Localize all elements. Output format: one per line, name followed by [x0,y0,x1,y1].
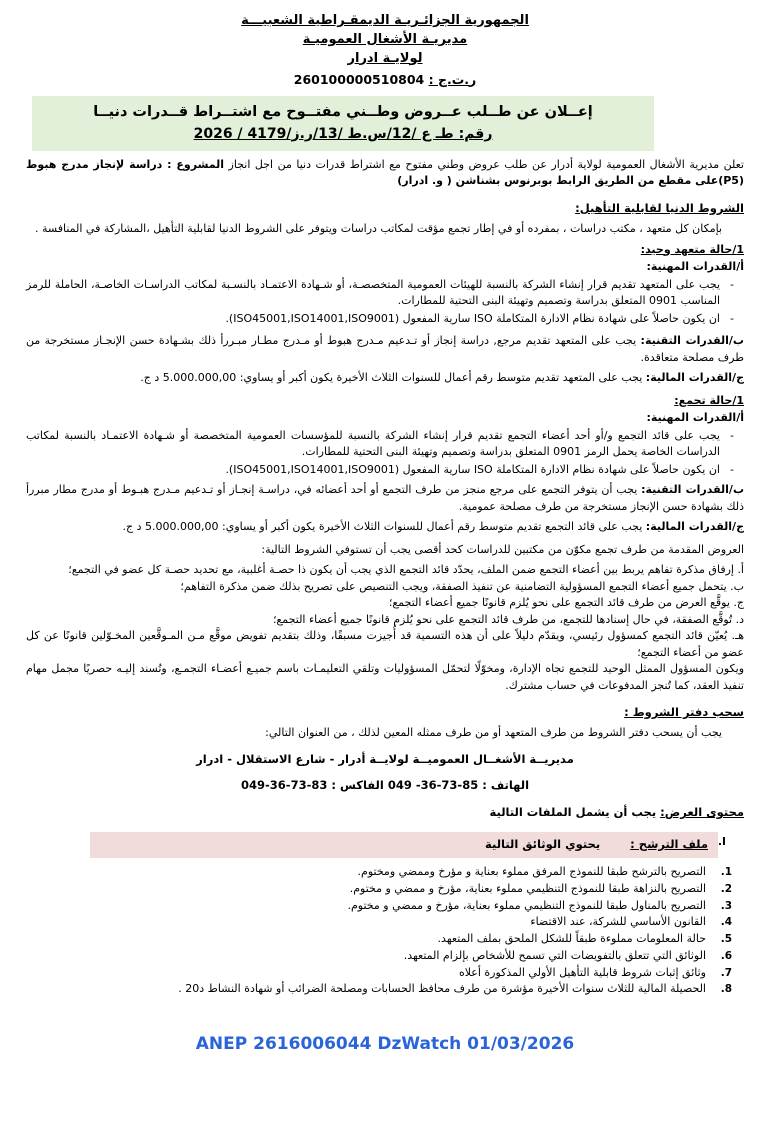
group-requirement-text: ان يكون حاصلاً على شهادة نظام الادارة المتكاملة ISO سارية المفعول (ISO45001,ISO14001,ISO9001). [225,462,720,476]
document-item [26,965,744,982]
group-condition-item: هـ. يُعيّن قائد التجمع كمسؤول رئيسي، ويقدّم دليلاً على أن هذه التسمية قد أُجيزت مسبقًا، وذلك بتقديم تفويض موقَّع مـن المـوقَّعين المخـوّلين قانونًا عن كل عضو من أعضاء التجمع؛ [26,629,744,659]
intro-project-text: المشروع : دراسة لإنجاز مدرج هبوط (P5)على مقطع من الطريق الرابط بوبرنوس بشناشن ( و. ادرار) [26,157,744,188]
item-text: الوثائق التي تتعلق بالتفويضات التي تسمح للأشخاص بإلزام المتعهد. [403,948,706,962]
candidacy-file-sublabel: يحتوي الوثائق التالية [485,836,601,851]
dash-marker: - [730,311,734,325]
group-condition-item: أ. إرفاق مذكرة تفاهم يربط بين أعضاء التجمع ضمن الملف، يحدّد قائد التجمع الذي يجب أن يكون ذا حصـة أغلبية، مع تحديد حصـة كل عضو في التجمع؛ [68,563,744,576]
single-technical-paragraph [26,333,744,366]
item-text: الحصيلة المالية للثلاث سنوات الأخيرة مؤشرة من طرف محافظ الحسابات ومصلحة الضرائب أو شهادة النشاط د20 . [178,982,706,996]
group-requirement-text: يجب على قائد التجمع و/أو أحد أعضاء التجمع تقديم قرار إنشاء الشركة بالنسبة للمؤسسات العمومية المتخصصة أو شـهادة الاعتمـاد بالنسبة لمكاتب الدراسات الخاصة يحمل الرمز 0901 المتعلق بدراسة وتصميم وتهيئة البنى التحتية للمطارات. [26,428,720,458]
single-technical-text: يجب على المتعهد تقديم مرجع, دراسة إنجاز أو تـدعيم مـدرج هبوط أو مـدرج مطـار مبـررأ ذلك بشـهادة حسن الإنجـاز مستخرجة من طرف مصلحة متعاقدة. [26,334,744,364]
item-number: 6. [720,949,732,962]
candidacy-file-banner [90,832,718,858]
wilaya-heading: لولايـة ادرار [347,50,423,66]
single-financial-label: ج/القدرات المالية: [645,371,744,384]
tender-banner [32,96,654,150]
offer-content-text: يجب أن يشمل الملفات التالية [489,805,661,820]
withdrawal-title: سحب دفتر الشروط : [624,705,744,719]
item-text: التصريح بالنزاهة طبقا للنموذج التنظيمي مملوء بعناية، مؤرخ و ممضي و مختوم. [349,881,706,895]
item-number: 2. [720,882,732,895]
tender-banner-number: رقم: طـ ع /12/س.ط /13/ر.ز/4179 / 2026 [193,125,493,142]
group-technical-text: يجب أن يتوفر التجمع على مرجع منجز من طرف التجمع أو أحد أعضائه في، دراسـة إنجـاز أو تـدعيم مـدرج هبـوط أو مدرج مطار مبررأ ذلك بشهادة حسن الإنجاز مستخرجة من طرف مصلحة عمومية. [26,483,744,513]
candidacy-file-label: ملف الترشح : [630,836,708,851]
single-case-title: 1/حالة متعهد وحيد: [640,242,744,256]
offer-content-heading [26,804,744,822]
group-technical-paragraph [26,482,744,515]
item-number: 7. [720,966,732,979]
directorate-heading: مديريـة الأشغال العموميـة [302,31,468,47]
single-professional-title: أ/القدرات المهنية: [646,260,744,273]
group-financial-label: ج/القدرات المالية: [645,520,744,533]
group-case-title: 1/حالة تجمع: [674,393,744,407]
document-item [26,948,744,965]
item-number: 3. [720,899,732,912]
item-number: 4. [720,916,732,929]
group-condition-item: د. تُوقَّع الصفقة، في حال إسنادها للتجمع، من طرف قائد التجمع على نحو يُلزم قانونًا جميع أعضاء التجمع؛ [272,612,744,626]
group-condition-item: ب. يتحمل جميع أعضاء التجمع المسؤولية التضامنية عن تنفيذ الصفقة، ويجب التنصيص على تصريح بذلك ضمن مذكرة التفاهم؛ [180,579,744,593]
anep-footer: ANEP 2616006044 DzWatch 01/03/2026 [195,1034,575,1054]
item-number: 8. [720,983,732,996]
item-text: حالة المعلومات مملوءة طبقاً للشكل الملحق بملف المتعهد. [437,932,706,945]
document-item [26,914,744,931]
eligibility-intro: بإمكان كل متعهد ، مكتب دراسات ، بمفرده أو في إطار تجمع مؤقت لمكاتب دراسات ويتوفر على الشروط الدنيا لقابلية التأهيل ،المشاركة في المنافسة . [35,222,722,235]
tender-banner-title: إعــلان عن طــلب عــروض وطــني مفتــوح مع اشتــراط قــدرات دنيــا [93,104,593,121]
single-requirement-text: ان يكون حاصلاً على شهادة نظام الادارة المتكاملة ISO سارية المفعول (ISO45001,ISO14001,ISO9001). [225,311,720,325]
document-item [26,898,744,915]
address-line: مديريــة الأشغــال العموميــة لولايــة أدرار - شارع الاستقلال - ادرار [196,751,574,766]
offer-content-label: محتوى العرض: [660,805,744,820]
item-text: وثائق إثبات شروط قابلية التأهيل الأولي المذكورة أعلاه [458,965,706,979]
item-text: التصريح بالترشح طبقا للنموذج المرفق مملوء بعناية و مؤرخ وممضي ومختوم. [357,865,706,878]
candidacy-file-row [26,832,744,858]
single-requirement-text: يجب على المتعهد تقديم قرار إنشاء الشركة بالنسبة للهيئات العمومية المتخصصـة، أو شـهادة الاعتمـاد بالنسـبة لمكاتب الدراسـات الخاصـة، الحاملة للرمز المناسب 0901 المتعلق بدراسة وتصميم وتهيئة البنى التحتية للمطارات. [26,277,720,307]
item-number: 1. [720,866,732,878]
item-text: التصريح بالمناول طبقا للنموذج التنظيمي مملوء بعناية، مؤرخ و ممضي و مختوم. [347,898,706,912]
document-item [26,981,744,998]
single-financial-text: يجب على المتعهد تقديم متوسط رقم أعمال للسنوات الثلاث الأخيرة يكون أكبر أو يساوي: 5.000.000,00 د ج. [140,371,646,384]
eligibility-title: الشروط الدنيا لقابلية التأهيل: [575,200,744,215]
group-technical-label: ب/القدرات التقنية: [641,483,745,496]
trade-register-number: 260100000510804 [293,71,425,87]
intro-normal-text: تعلن مديرية الأشغال العمومية لولاية أدرار عن طلب عروض وطني مفتوح مع اشتراط قدرات دنيا من اجل انجاز [224,157,744,171]
phone-fax-line: الهاتف : 85-73-36- 049 الفاكس : 83-73-36-049 [240,778,530,792]
roman-numeral-marker: I. [718,835,726,848]
single-requirement-item [26,277,744,310]
dash-marker: - [730,428,734,442]
group-financial-text: يجب على قائد التجمع تقديم متوسط رقم أعمال للسنوات الثلاث الأخيرة يكون أكبر أو يساوي: 5.000.000,00 د ج. [122,520,646,533]
group-financial-paragraph [26,519,744,536]
group-requirement-item [26,462,744,479]
withdrawal-text: يجب أن يسحب دفتر الشروط من طرف المتعهد أو من طرف ممثله المعين لذلك ، من العنوان التالي: [265,726,722,740]
document-item [26,881,744,898]
document-item [26,931,744,948]
republic-heading: الجمهورية الجزائـريـة الديمقـراطية الشعبيـــة [241,13,529,28]
intro-paragraph [26,157,744,190]
single-financial-paragraph [26,370,744,387]
group-requirement-item [26,428,744,461]
dash-marker: - [730,277,734,291]
group-offers-intro: العروض المقدمة من طرف تجمع مكوّن من مكتبين للدراسات كحد أقصى يجب أن تستوفي الشروط التالية: [261,542,744,556]
dash-marker: - [730,462,734,476]
group-offers-closing: ويكون المسؤول الممثل الوحيد للتجمع تجاه الإدارة، ومخوّلًا لتحمّل المسؤوليات وتلقي التعليمـات باسم جميـع أعضـاء التجمـع، وتُسند إليـه حصريًا مجمل مهام تنفيذ العقد، كما تُنجز المدفوعات في حساب مشترك. [26,662,744,692]
item-text: القانون الأساسي للشركة، عند الاقتضاء [530,915,706,929]
item-number: 5. [720,933,732,945]
trade-register-line [26,71,744,90]
single-requirement-item [26,311,744,328]
trade-register-label: ر.ت.ج : [428,71,477,87]
group-condition-item: ج. يوقَّع العرض من طرف قائد التجمع على نحو يُلزم قانونًا جميع أعضاء التجمع؛ [388,596,744,609]
group-professional-title: أ/القدرات المهنية: [646,411,744,424]
single-technical-label: ب/القدرات التقنية: [640,334,744,347]
document-item [26,864,744,881]
